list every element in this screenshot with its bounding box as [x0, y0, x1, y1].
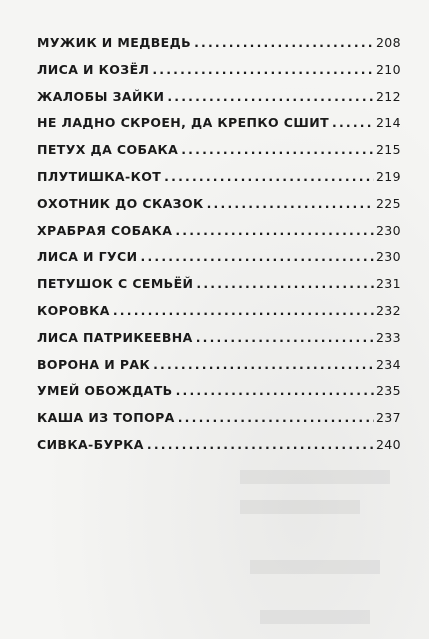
dot-leader: [332, 115, 374, 130]
toc-entry-page: 225: [375, 195, 401, 211]
dot-leader: [152, 62, 374, 77]
toc-entry-page: 234: [375, 356, 401, 372]
dot-leader: [178, 410, 374, 425]
toc-entry-page: 212: [375, 88, 401, 104]
toc-entry: [37, 62, 401, 89]
show-through-texture: [240, 470, 390, 484]
toc-entry-page: 230: [375, 222, 401, 238]
dot-leader: [153, 357, 374, 372]
toc-entry-page: 210: [375, 61, 401, 77]
toc-entry-title: ХРАБРАЯ СОБАКА: [37, 222, 173, 238]
toc-entry-page: 214: [375, 115, 401, 131]
show-through-texture: [250, 560, 380, 574]
toc-entry: [37, 303, 401, 330]
toc-entry: [37, 357, 401, 384]
toc-entry-title: ЖАЛОБЫ ЗАЙКИ: [37, 88, 165, 104]
toc-entry-title: МУЖИК И МЕДВЕДЬ: [37, 35, 192, 50]
toc-entry: [37, 115, 401, 142]
toc-entry: [37, 437, 401, 464]
toc-entry-title: ПЕТУШОК С СЕМЬЁЙ: [37, 276, 194, 292]
dot-leader: [113, 303, 374, 318]
toc-entry: [37, 249, 401, 276]
toc-entry-page: 231: [375, 276, 401, 292]
dot-leader: [164, 169, 374, 184]
toc-entry: [37, 169, 401, 196]
dot-leader: [176, 383, 374, 398]
toc-entry-page: 230: [375, 249, 401, 265]
toc-entry-title: КОРОВКА: [37, 302, 110, 318]
toc-entry-page: 235: [375, 383, 401, 399]
toc-entry-page: 208: [375, 35, 401, 50]
dot-leader: [167, 89, 374, 104]
show-through-texture: [240, 500, 360, 514]
dot-leader: [196, 276, 374, 291]
dot-leader: [175, 223, 374, 238]
toc-entry-title: НЕ ЛАДНО СКРОЕН, ДА КРЕПКО СШИТ: [37, 115, 329, 131]
toc-entry-title: ЛИСА ПАТРИКЕЕВНА: [37, 329, 193, 345]
toc-entry-title: ЛИСА И КОЗЁЛ: [37, 61, 150, 77]
toc-entry-page: 232: [375, 302, 401, 318]
dot-leader: [207, 196, 374, 211]
toc-entry-title: СИВКА-БУРКА: [37, 436, 144, 452]
dot-leader: [196, 330, 374, 345]
show-through-texture: [260, 610, 370, 624]
toc-entry: [37, 89, 401, 116]
toc-entry: [37, 223, 401, 250]
toc-entry: [37, 383, 401, 410]
dot-leader: [194, 35, 374, 50]
toc-entry-title: ЛИСА И ГУСИ: [37, 249, 138, 265]
toc-entry-title: ПЛУТИШКА-КОТ: [37, 168, 162, 184]
toc-entry: [37, 35, 401, 62]
toc-entry-page: 240: [375, 436, 401, 452]
dot-leader: [141, 249, 374, 264]
toc-entry-page: 219: [375, 168, 401, 184]
dot-leader: [147, 437, 374, 452]
toc-entry-title: ВОРОНА И РАК: [37, 356, 151, 372]
table-of-contents: [37, 35, 401, 464]
toc-entry-title: УМЕЙ ОБОЖДАТЬ: [37, 383, 173, 399]
toc-entry-title: ПЕТУХ ДА СОБАКА: [37, 142, 179, 158]
toc-entry-title: КАША ИЗ ТОПОРА: [37, 410, 175, 426]
toc-entry: [37, 276, 401, 303]
toc-entry: [37, 196, 401, 223]
toc-entry-title: ОХОТНИК ДО СКАЗОК: [37, 195, 204, 211]
toc-entry-page: 237: [375, 410, 401, 426]
toc-entry-page: 215: [375, 142, 401, 158]
toc-entry: [37, 330, 401, 357]
toc-entry: [37, 142, 401, 169]
dot-leader: [181, 142, 374, 157]
toc-entry: [37, 410, 401, 437]
toc-entry-page: 233: [375, 329, 401, 345]
